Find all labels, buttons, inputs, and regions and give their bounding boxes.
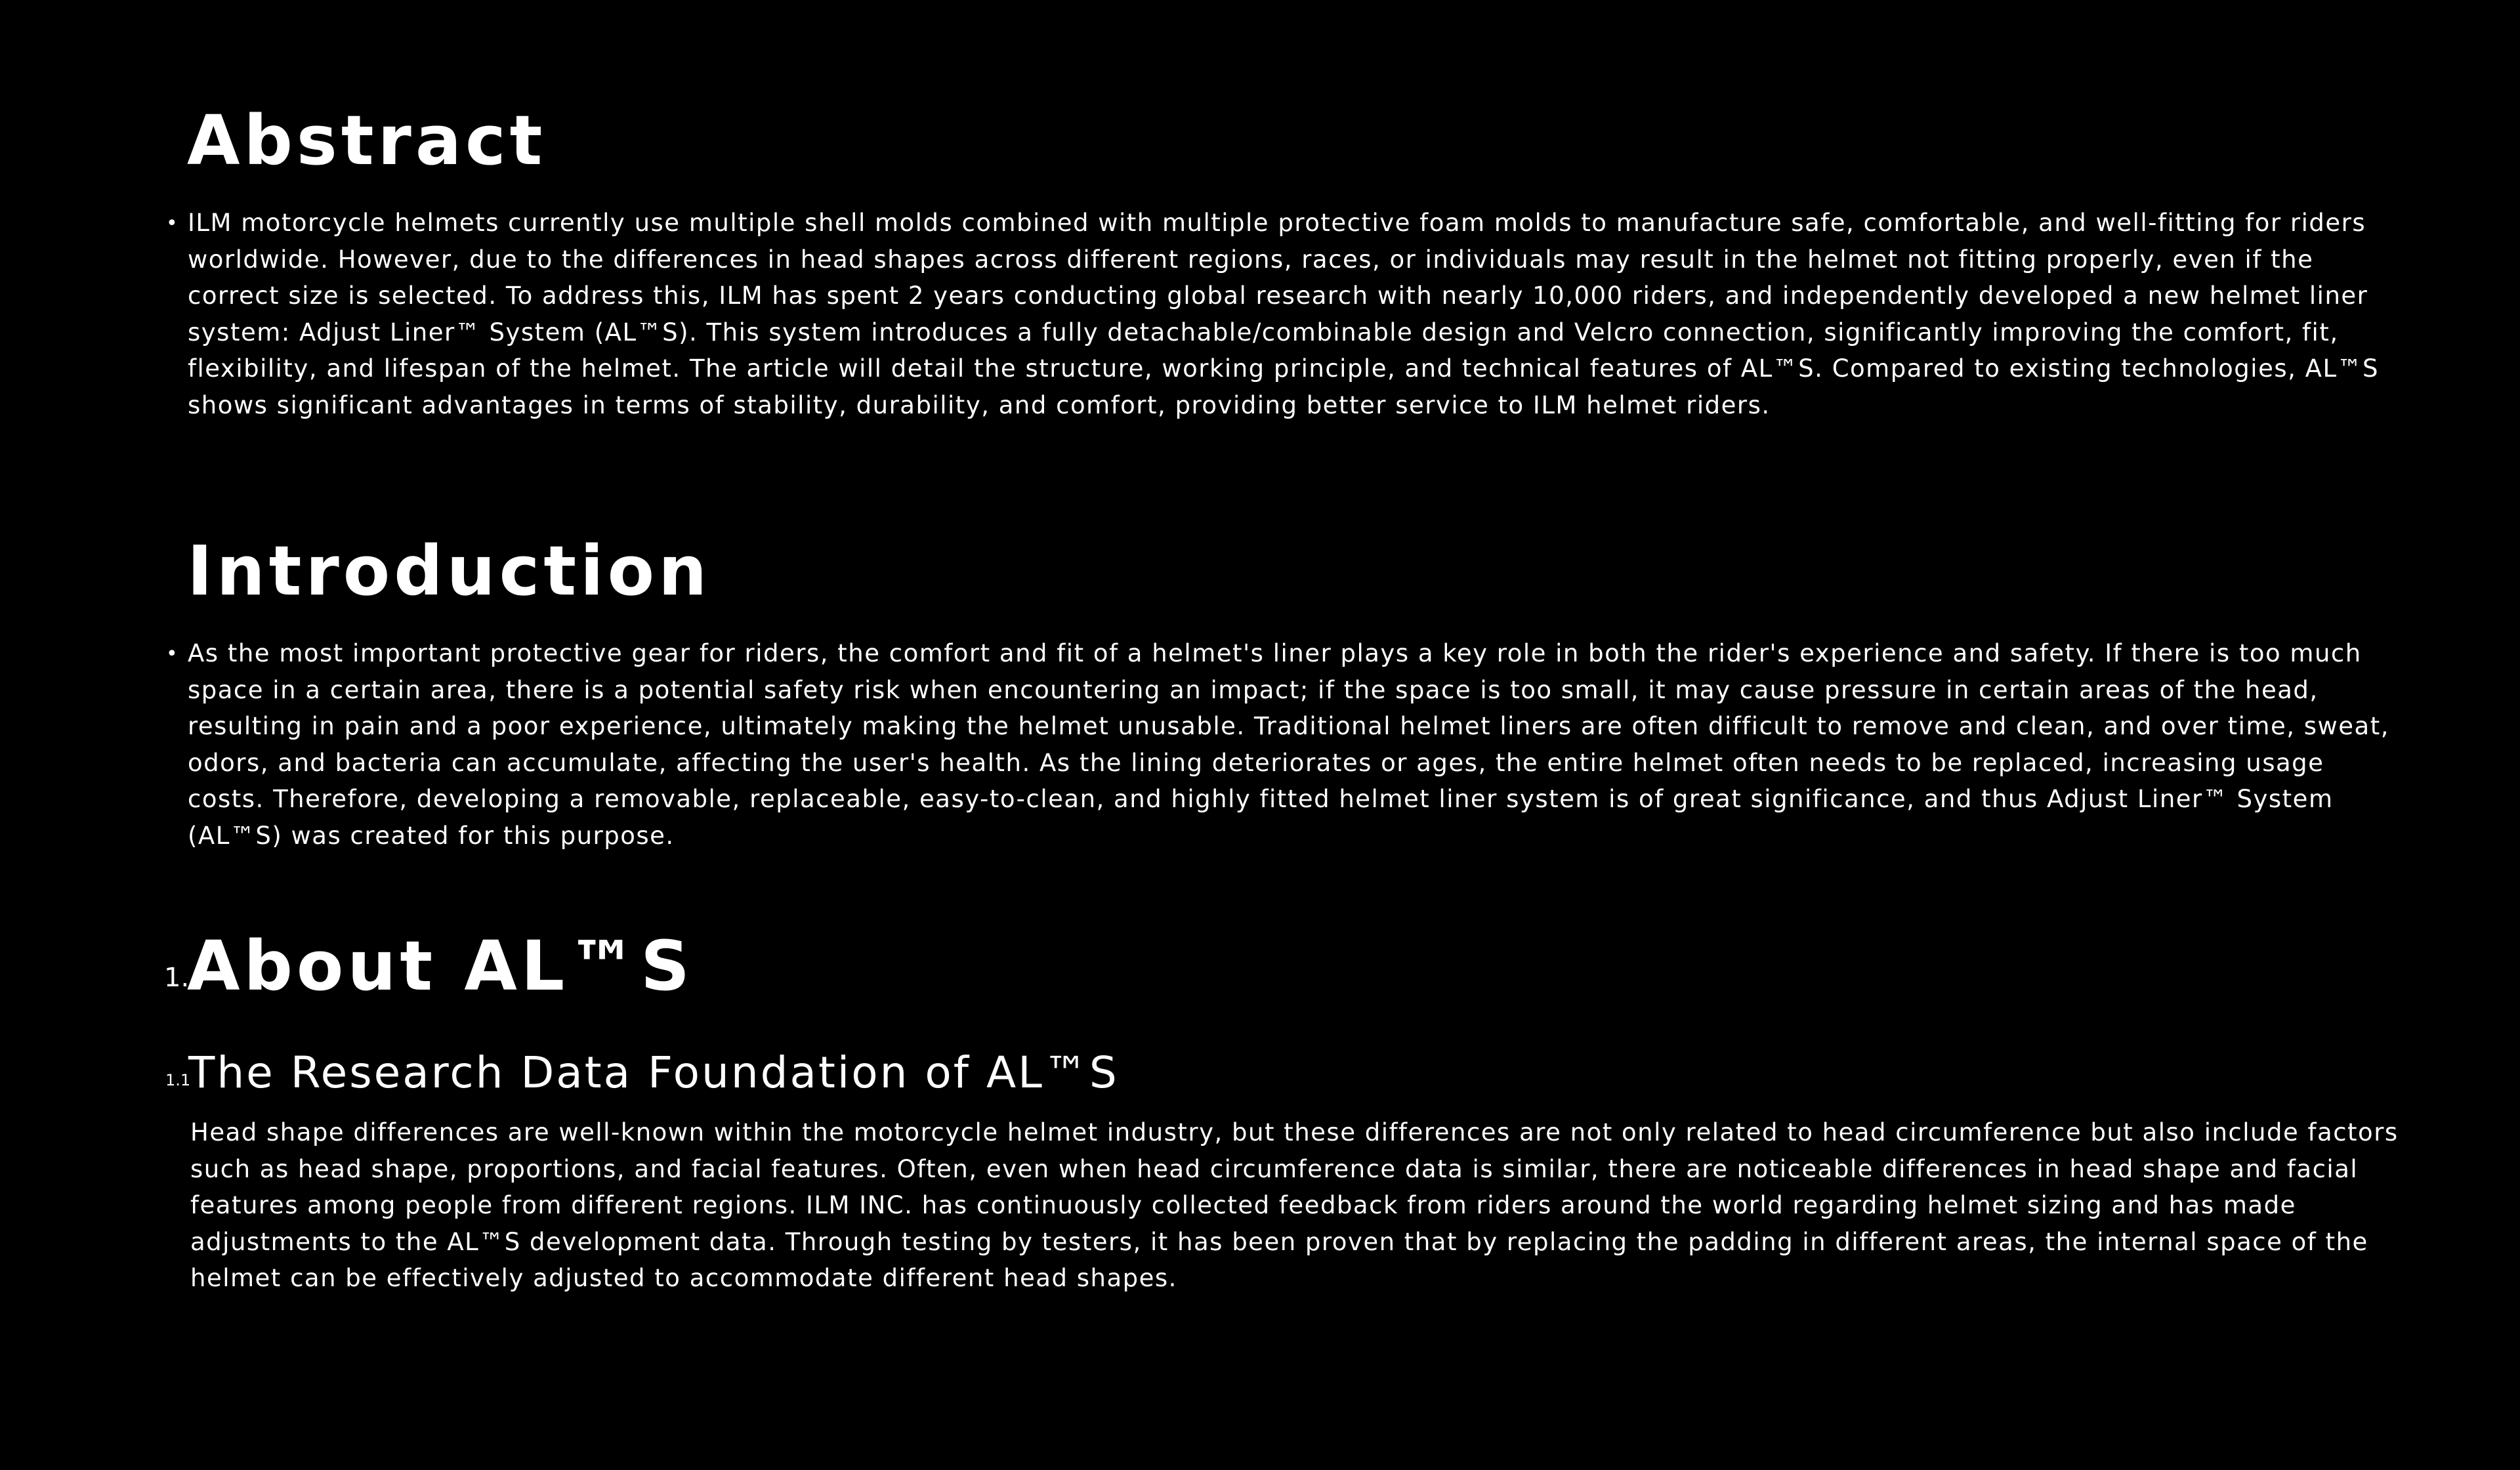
abstract-paragraph: ILM motorcycle helmets currently use multiple shell molds combined with multiple protective foam molds to manufacture safe, comfortable, and well-fitting for riders worldwide. However, due to the differences in head shapes across different regions, races, or individuals may result in the helmet not fitting properly, even if the correct size is selected. To address this, ILM has spent 2 years conducting global research with nearly 10,000 riders, and independently developed a new helmet liner system: Adjust Liner™ System (AL™S). This system introduces a fully detachable/combinable design and Velcro connection, significantly improving the comfort, fit, flexibility, and lifespan of the helmet. The article will detail the structure, working principle, and technical features of AL™S. Compared to existing technologies, AL™S shows significant advantages in terms of stability, durability, and comfort, providing better service to ILM helmet riders. (188, 209, 2380, 419)
introduction-paragraph: As the most important protective gear for riders, the comfort and fit of a helmet's liner plays a key role in both the rider's experience and safety. If there is too much space in a certain area, there is a potential safety risk when encountering an impact; if the space is too small, it may cause pressure in certain areas of the head, resulting in pain and a poor experience, ultimately making the helmet unusable. Traditional helmet liners are often difficult to remove and clean, and over time, sweat, odors, and bacteria can accumulate, affecting the user's health. As the lining deteriorates or ages, the entire helmet often needs to be replaced, increasing usage costs. Therefore, developing a removable, replaceable, easy-to-clean, and highly fitted helmet liner system is of great significance, and thus Adjust Liner™ System (AL™S) was created for this purpose. (188, 639, 2389, 850)
research-subsection-number: 1.1 (165, 1071, 191, 1089)
about-section-number: 1. (164, 963, 190, 993)
abstract-heading: Abstract (187, 100, 547, 180)
research-paragraph: Head shape differences are well-known within the motorcycle helmet industry, but these differences are not only related to head circumference but also include factors such as head shape, proportions, and facial features. Often, even when head circumference data is similar, there are noticeable differences in head shape and facial features among people from different regions. ILM INC. has continuously collected feedback from riders around the world regarding helmet sizing and has made adjustments to the AL™S development data. Through testing by testers, it has been proven that by replacing the padding in different areas, the internal space of the helmet can be effectively adjusted to accommodate different head shapes. (190, 1118, 2399, 1292)
introduction-bullet: • (166, 642, 178, 665)
abstract-bullet: • (166, 212, 178, 235)
about-heading: About AL™S (187, 926, 694, 1006)
introduction-heading: Introduction (187, 531, 711, 611)
research-subsection-heading: The Research Data Foundation of AL™S (188, 1047, 1119, 1098)
